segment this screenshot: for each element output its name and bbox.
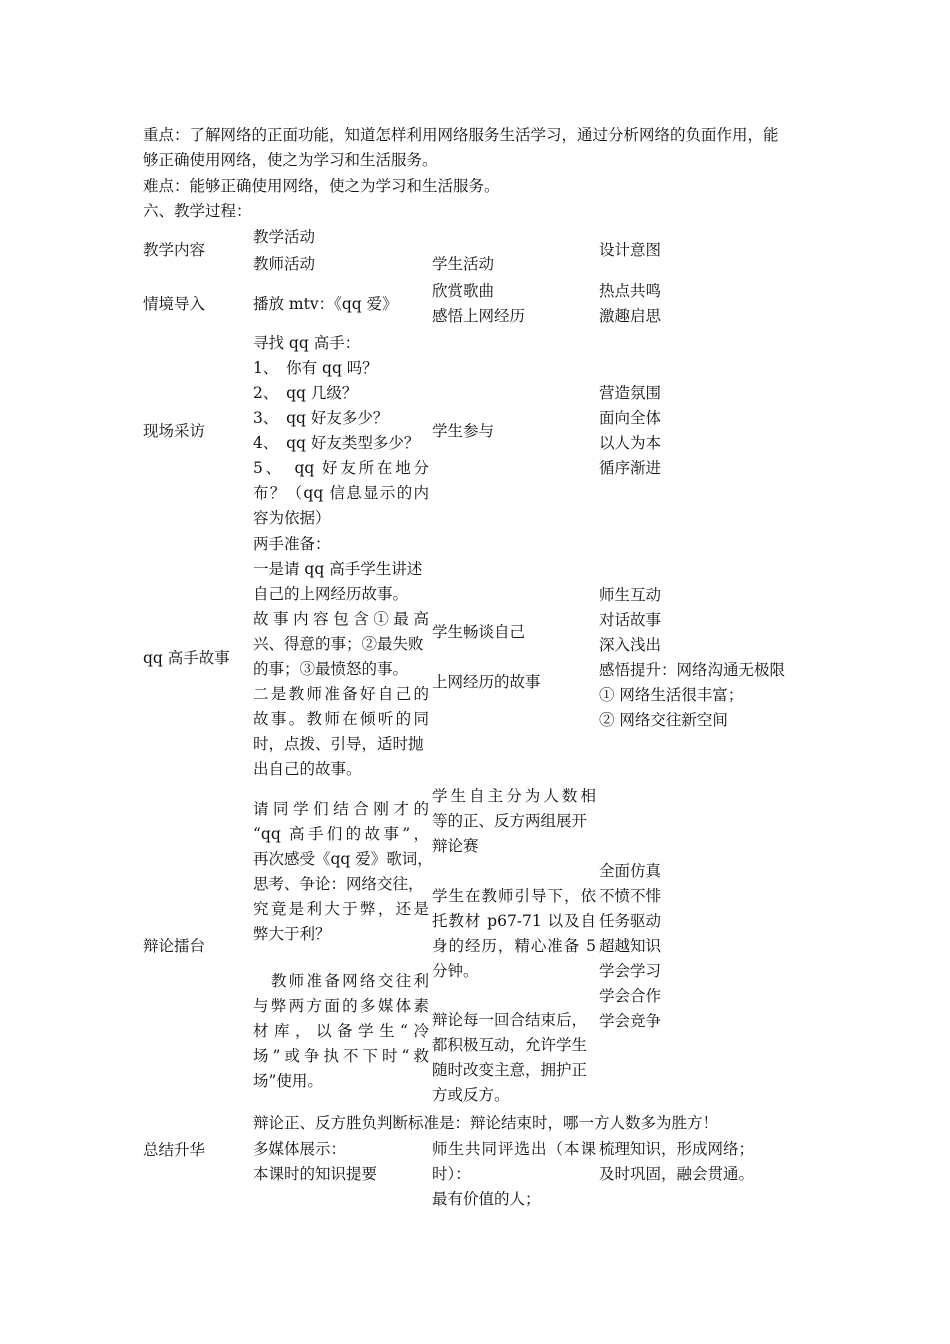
row2-intent: 营造氛围 面向全体 以人为本 循序渐进	[599, 384, 662, 477]
row5-teacher: 多媒体展示： 本课时的知识提要	[253, 1140, 378, 1183]
judging-criteria: 辩论正、反方胜负判断标准是：辩论结束时，哪一方人数多为胜方！	[253, 1114, 719, 1132]
row3-student-line-1: 学生畅谈自己	[432, 623, 526, 641]
row4-student-part-3: 辩论每一回合结束后， 都积极互动，允许学生 随时改变主意，拥护正 方或反方。	[432, 1011, 588, 1104]
row2-student: 学生参与	[432, 422, 495, 440]
row2-teacher: 寻找 qq 高手： 1、 你有 qq 吗？ 2、 qq 几级？ 3、 qq 好友多少？ 4、 qq 好友类型多少？ 5、 qq 好友所在地分 布？（qq 信息显示的内 容为依据）	[253, 334, 429, 527]
row5-student: 师生共同评选出（本课 时）： 最有价值的人；	[432, 1140, 596, 1208]
row4-teacher-part-1: 请同学们结合刚才的 “qq 高手们的故事”， 再次感受《qq 爱》歌词， 思考、争论：网络交往， 究竟是利大于弊，还是 弊大于利？	[253, 800, 433, 943]
row4-teacher-part-2: 教师准备网络交往利 与弊两方面的多媒体素 材库，以备学生“冷 场”或争执不下时“救 场”使用。	[253, 972, 429, 1090]
row4-student-part-1: 学生自主分为人数相 等的正、反方两组展开 辩论赛	[432, 787, 596, 855]
row5-content: 总结升华	[143, 1141, 206, 1159]
header-intent: 设计意图	[599, 241, 662, 259]
row5-intent: 梳理知识，形成网络； 及时巩固，融会贯通。	[599, 1140, 755, 1183]
row1-teacher: 播放 mtv：《qq 爱》	[253, 295, 398, 313]
header-content: 教学内容	[143, 241, 206, 259]
row3-student-line-2: 上网经历的故事	[432, 673, 541, 691]
key-points-line-2: 够正确使用网络，使之为学习和生活服务。	[143, 151, 438, 169]
row1-intent: 热点共鸣 激趣启思	[599, 282, 662, 325]
row3-content: qq 高手故事	[143, 649, 230, 667]
row3-intent: 师生互动 对话故事 深入浅出 感悟提升：网络沟通无极限 ① 网络生活很丰富； ② 网络交往新空间	[599, 586, 786, 729]
row1-content: 情境导入	[143, 295, 206, 313]
difficulty-line: 难点：能够正确使用网络，使之为学习和生活服务。	[143, 177, 500, 195]
header-student: 学生活动	[432, 255, 495, 273]
row4-student-part-2: 学生在教师引导下，依 托教材 p67-71 以及自 身的经历，精心准备 5 分钟。	[432, 887, 596, 980]
header-activity: 教学活动	[253, 228, 316, 246]
row3-teacher: 两手准备： 一是请 qq 高手学生讲述 自己的上网经历故事。 故事内容包含①最高 兴、得意的事；②最失败 的事；③最愤怒的事。 二是教师准备好自己的 故事。教师在倾听的同 时，点拨、引导，适时抛 出自己的故事。	[253, 535, 429, 778]
row2-content: 现场采访	[143, 422, 206, 440]
section-title: 六、教学过程：	[143, 202, 252, 220]
row1-student: 欣赏歌曲 感悟上网经历	[432, 282, 526, 325]
header-teacher: 教师活动	[253, 255, 316, 273]
key-points-line-1: 重点：了解网络的正面功能，知道怎样利用网络服务生活学习，通过分析网络的负面作用，能	[143, 126, 779, 144]
row4-content: 辩论擂台	[143, 937, 206, 955]
row4-intent: 全面仿真 不愤不悱 任务驱动 超越知识 学会学习 学会合作 学会竞争	[599, 862, 662, 1030]
